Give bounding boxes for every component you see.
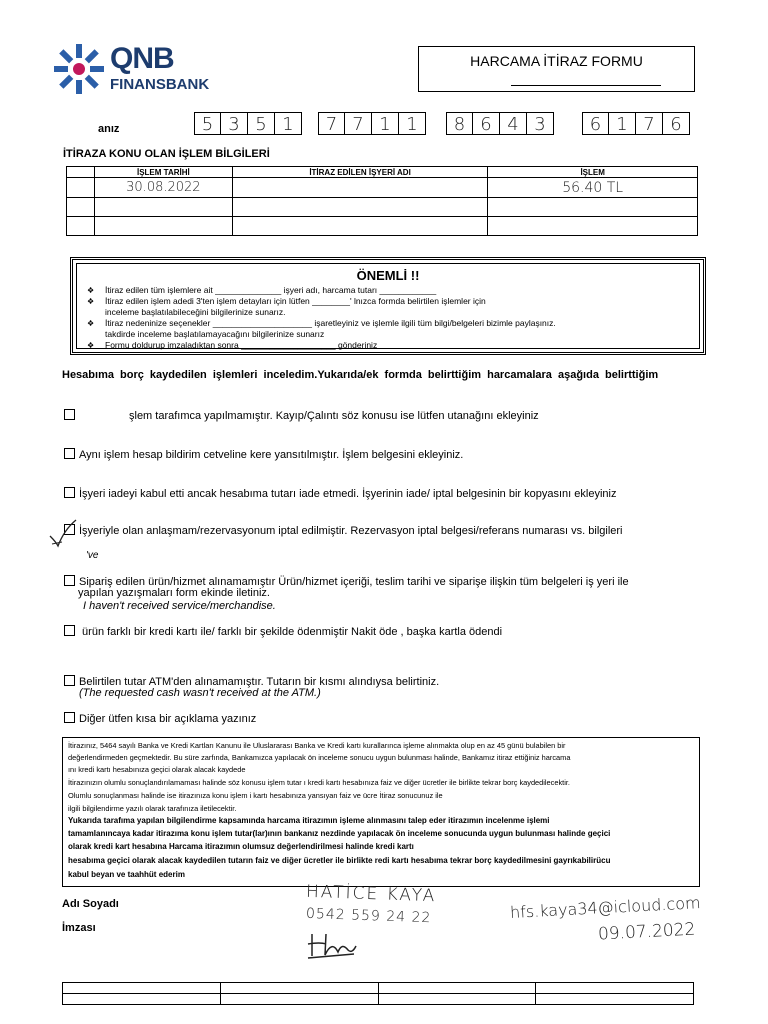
legal-line: ilgili bilgilendirme yazılı olarak tarafınıza iletilecektir.: [68, 804, 237, 813]
table-row: [67, 178, 698, 198]
signature-label: İmzası: [62, 922, 96, 934]
notice-line: İtiraz nedeninize seçenekler _____________________ işaretleyiniz ve işlemle ilgili tüm bilgi/belgeleri bizimle paylaşınız.: [105, 318, 556, 328]
option-paid-otherwise[interactable]: ürün farklı bir kredi kartı ile/ farklı bir şekilde ödenmiştir Nakit öde , başka kartla ödendi: [64, 625, 502, 638]
card-digit: 4: [507, 114, 519, 135]
card-digit: 8: [453, 114, 466, 135]
checkmark-icon: [46, 516, 80, 550]
form-title-box: [418, 46, 695, 92]
checkbox[interactable]: [64, 487, 75, 498]
card-digit: 1: [379, 114, 391, 135]
declaration-line: olarak kredi kart hesabına Harcama itirazımın olumsuz değerlendirilmesi halinde kredi kartı: [68, 842, 414, 851]
table-row: [67, 198, 698, 217]
card-digit: 3: [228, 114, 240, 135]
bank-logo: [52, 42, 232, 98]
handwritten-date[interactable]: 09.07.2022: [597, 919, 696, 945]
card-digit: 1: [282, 114, 294, 135]
option-not-received[interactable]: Sipariş edilen ürün/hizmet alınamamıştır Ürün/hizmet içeriği, teslim tarihi ve siparişe ilişkin tüm belgeleri iş yeri ile: [64, 575, 629, 588]
transactions-table: [66, 166, 698, 236]
card-digit-box[interactable]: [372, 112, 399, 135]
checkbox[interactable]: [64, 409, 75, 420]
important-notice: [70, 257, 706, 355]
title-underline: [511, 85, 661, 86]
amount-cell[interactable]: [488, 198, 698, 217]
bullet-icon: ❖: [87, 341, 95, 350]
bank-name-bottom: FINANSBANK: [110, 76, 210, 93]
card-digit: 6: [480, 114, 492, 135]
date-cell[interactable]: [94, 198, 232, 217]
table-row: [67, 217, 698, 236]
card-digit-box[interactable]: [582, 112, 609, 135]
card-digit-box[interactable]: [609, 112, 636, 135]
handwritten-name[interactable]: HATİCE KAYA: [305, 881, 437, 907]
section-title: İTİRAZA KONU OLAN İŞLEM BİLGİLERİ: [63, 148, 270, 160]
option-sub-text: 've: [86, 550, 99, 561]
card-digit-box[interactable]: [527, 112, 554, 135]
intro-text: Hesabıma borç kaydedilen işlemleri inceledim.Yukarıda/ek formda belirttiğim harcamalara aşağıda belirttiğim: [62, 369, 659, 381]
option-english-text: I haven't received service/merchandise.: [83, 600, 276, 612]
header-date: İŞLEM TARİHİ: [94, 167, 232, 178]
notice-line: İtiraz edilen işlem adedi 3'ten işlem detayları için lütfen ________' lnızca formda belirtilen işlemler için: [105, 296, 486, 306]
legal-line: İtirazınız, 5464 sayılı Banka ve Kredi Kartları Kanunu ile Uluslararası Banka ve Kredi kartı kurallarınca işleme alınmakta olup en az 45 günü bulabilen bir: [68, 741, 566, 750]
card-number-group: [446, 112, 554, 135]
legal-line: İtirazınızın olumlu sonuçlandırılamaması halinde söz konusu işlem tutar ı kredi kartı hesabınıza faiz ve diğer ücretler ile birlikte tekrar borç kaydedilecektir.: [68, 778, 570, 787]
bullet-icon: ❖: [87, 319, 95, 328]
name-label: Adı Soyadı: [62, 898, 119, 910]
checkbox[interactable]: [64, 575, 75, 586]
card-digit-box[interactable]: [221, 112, 248, 135]
table-row: [63, 983, 694, 994]
header-amount: İŞLEM: [488, 167, 698, 178]
card-digit: 5: [255, 114, 267, 135]
declaration-line: hesabıma geçici olarak alacak kaydedilen tutarın faiz ve diğer ücretler ile birlikte redi kartı hesabıma tekrar borç kaydedilmesini gayrıkabilirücu: [68, 856, 611, 865]
option-atm[interactable]: Belirtilen tutar ATM'den alınamamıştır. Tutarın bir kısmı alındıysa belirtiniz.: [64, 675, 439, 688]
bank-name-top: QNB: [110, 42, 174, 75]
legal-line: değerlendirmeden geçmektedir. Bu süre zarfında, Bankamızca yapılacak ön inceleme sonucu uygun bulunması halinde, Bankamız itiraz ettiğiniz harcama: [68, 753, 571, 762]
notice-line: takdirde inceleme başlatılamayacağını bilgilerinize sunarız: [105, 329, 325, 339]
declaration-line: tamamlanıncaya kadar itirazıma konu işlem tutar(lar)ının bankanız nezdinde yapılacak ön inceleme sonucunda uygun bulunması halinde geçici: [68, 829, 611, 838]
card-label: anız: [98, 123, 120, 135]
handwritten-phone[interactable]: 0542 559 24 22: [305, 905, 432, 927]
option-duplicate[interactable]: Aynı işlem hesap bildirim cetveline kere yansıtılmıştır. İşlem belgesini ekleyiniz.: [64, 448, 463, 461]
card-number-group: [318, 112, 426, 135]
table-row: [63, 994, 694, 1005]
card-number-group: [582, 112, 690, 135]
card-digit: 5: [201, 114, 214, 135]
legal-disclaimer: [62, 737, 700, 887]
declaration-line: kabul beyan ve taahhüt ederim: [68, 870, 185, 879]
card-digit: 6: [589, 114, 602, 135]
checkbox[interactable]: [64, 625, 75, 636]
card-digit-box[interactable]: [473, 112, 500, 135]
card-digit-box[interactable]: [446, 112, 473, 135]
card-digit-box[interactable]: [636, 112, 663, 135]
amount-cell[interactable]: [488, 217, 698, 236]
amount-cell[interactable]: 56.40 TL: [488, 178, 698, 198]
card-digit-box[interactable]: [500, 112, 527, 135]
header-merchant: İTİRAZ EDİLEN İŞYERİ ADI: [232, 167, 488, 178]
legal-line: ını kredi kartı hesabınıza geçici olarak alacak kaydede: [68, 765, 246, 774]
form-title: HARCAMA İTİRAZ FORMU: [470, 53, 643, 69]
card-digit-box[interactable]: [663, 112, 690, 135]
option-refund[interactable]: İşyeri iadeyi kabul etti ancak hesabıma tutarı iade etmedi. İşyerinin iade/ iptal belgesinin bir kopyasını ekleyiniz: [64, 487, 616, 500]
notice-line: Formu doldurup imzaladıktan sonra ____________________ gönderiniz: [105, 340, 378, 350]
option-other[interactable]: Diğer ütfen kısa bir açıklama yazınız: [64, 712, 256, 725]
card-digit-box[interactable]: [345, 112, 372, 135]
qnb-star-icon: [52, 42, 106, 96]
table-header-row: [67, 167, 698, 178]
card-digit: 7: [643, 114, 655, 135]
option-cancelled-reservation[interactable]: İşyeriyle olan anlaşmam/rezervasyonum iptal edilmiştir. Rezervasyon iptal belgesi/referans numarası vs. bilgileri: [64, 524, 623, 537]
notice-line: İtiraz edilen tüm işlemlere ait ______________ işyeri adı, harcama tutarı ____________: [105, 285, 437, 295]
bullet-icon: ❖: [87, 286, 95, 295]
card-digit: 1: [616, 114, 628, 135]
merchant-cell[interactable]: [232, 217, 488, 236]
notice-line: inceleme başlatılabileceğini bilgilerinize sunarız.: [105, 307, 286, 317]
checkbox[interactable]: [64, 712, 75, 723]
card-digit: 1: [406, 114, 418, 135]
card-digit: 6: [670, 114, 682, 135]
date-cell[interactable]: 30.08.2022: [94, 178, 232, 198]
card-digit-box[interactable]: [275, 112, 302, 135]
notice-heading: ÖNEMLİ !!: [356, 268, 420, 283]
card-digit-box[interactable]: [318, 112, 345, 135]
option-sub-text: yapılan yazışmaları form ekinde iletiniz.: [78, 587, 270, 599]
card-digit: 7: [352, 114, 364, 135]
merchant-cell[interactable]: [232, 178, 488, 198]
card-digit: 7: [325, 114, 338, 135]
card-digit-box[interactable]: [399, 112, 426, 135]
card-number-group: [194, 112, 302, 135]
bullet-icon: ❖: [87, 297, 95, 306]
card-digit-box[interactable]: [194, 112, 221, 135]
declaration-line: Yukarıda tarafıma yapılan bilgilendirme kapsamında harcama itirazımın işleme alınmasını talep eder itirazımın incelenme işlemi: [68, 816, 550, 825]
checkbox[interactable]: [64, 675, 75, 686]
bottom-table: [62, 982, 694, 1005]
checkbox[interactable]: [64, 448, 75, 459]
card-digit: 3: [534, 114, 546, 135]
legal-line: Olumlu sonuçlanması halinde ise itirazınıza konu işlem i kartı hesabınıza yansıyan faiz ve ücre İtiraz sonucunuz ile: [68, 791, 443, 800]
merchant-cell[interactable]: [232, 198, 488, 217]
signature-icon: [304, 928, 360, 962]
option-english-text: (The requested cash wasn't received at the ATM.): [79, 687, 321, 699]
date-cell[interactable]: [94, 217, 232, 236]
option-unauthorized[interactable]: şlem tarafımca yapılmamıştır. Kayıp/Çalıntı söz konusu ise lütfen utanağını ekleyiniz: [64, 409, 539, 422]
card-digit-box[interactable]: [248, 112, 275, 135]
handwritten-email[interactable]: hfs.kaya34@icloud.com: [509, 893, 702, 922]
